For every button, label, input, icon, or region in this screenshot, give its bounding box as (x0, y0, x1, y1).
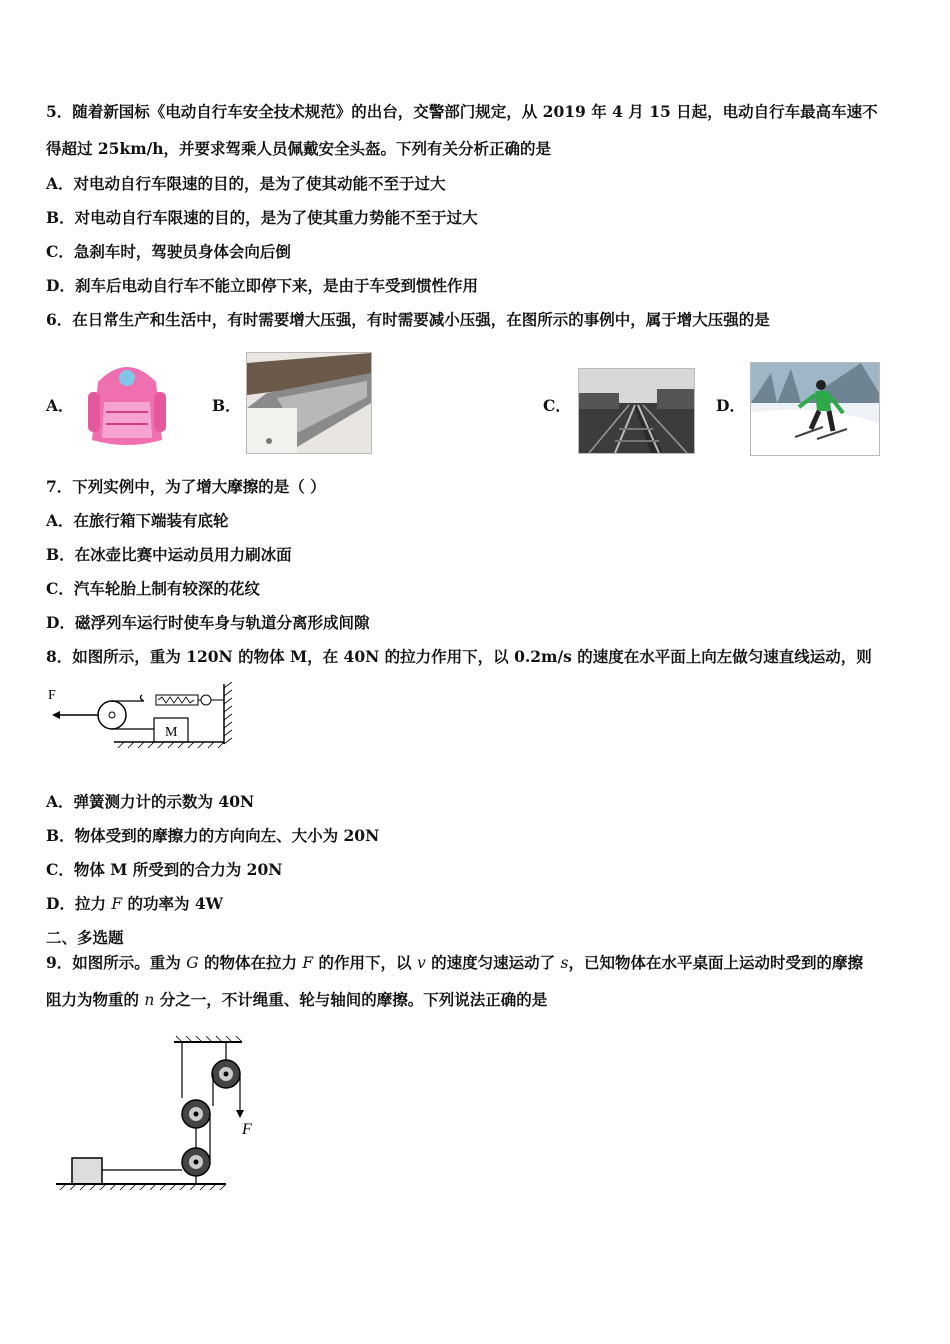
q8-option-c: C．物体 M 所受到的合力为 20N (46, 860, 283, 879)
section-multi-choice-title: 二、多选题 (46, 928, 124, 947)
q8-option-d-post: 的功率为 4W (122, 894, 224, 913)
q8-option-d-pre: D．拉力 (46, 894, 112, 913)
q9-diagram (56, 1036, 266, 1196)
q9-s4: 的速度匀速运动了 (425, 953, 561, 972)
q7-option-c: C．汽车轮胎上制有较深的花纹 (46, 579, 260, 598)
q9-v4: s (560, 954, 569, 972)
q5-option-d: D．刹车后电动自行车不能立即停下来，是由于车受到惯性作用 (46, 276, 478, 295)
q9-l2a: 阻力为物重的 (46, 990, 145, 1009)
q9-l2b: 分之一，不计绳重、轮与轴间的摩擦。下列说法正确的是 (154, 990, 548, 1009)
q9-stem-line1 (46, 953, 863, 973)
q8-stem: 8．如图所示，重为 120N 的物体 M，在 40N 的拉力作用下，以 0.2m/s 的速度在水平面上向左做匀速直线运动，则 (46, 647, 872, 666)
q5-option-c: C．急刹车时，驾驶员身体会向后倒 (46, 242, 291, 261)
q8-diagram-force-label: F (48, 688, 56, 703)
q9-s3: 的作用下，以 (313, 953, 417, 972)
q9-s1: 9．如图所示。重为 (46, 953, 187, 972)
q6-label-c: C． (543, 396, 571, 415)
q9-s5: ，已知物体在水平桌面上运动时受到的摩擦 (568, 953, 863, 972)
q8-option-b: B．物体受到的摩擦力的方向向左、大小为 20N (46, 826, 380, 845)
q9-stem-line2 (46, 990, 547, 1010)
q8-option-a: A．弹簧测力计的示数为 40N (46, 792, 255, 811)
q6-label-b: B． (212, 396, 241, 415)
q8-diagram-mass-label: M (165, 725, 178, 740)
q7-option-b: B．在冰壶比赛中运动员用力刷冰面 (46, 545, 292, 564)
q7-option-a: A．在旅行箱下端装有底轮 (46, 511, 229, 530)
q9-v2: F (302, 954, 314, 972)
q7-stem: 7．下列实例中，为了增大摩擦的是（ ） (46, 477, 326, 496)
q6-stem: 6．在日常生产和生活中，有时需要增大压强，有时需要减小压强，在图所示的事例中，属于增大压强的是 (46, 310, 770, 329)
q8-option-d (46, 894, 223, 914)
q9-v1: G (186, 954, 199, 972)
q9-v3: v (416, 954, 426, 972)
q8-diagram (44, 682, 244, 752)
q6-image-backpack (80, 352, 174, 452)
q5-option-a: A．对电动自行车限速的目的，是为了使其动能不至于过大 (46, 174, 446, 193)
q8-option-d-var: F (111, 895, 123, 913)
q5-option-b: B．对电动自行车限速的目的，是为了使其重力势能不至于过大 (46, 208, 478, 227)
q7-option-d: D．磁浮列车运行时使车身与轨道分离形成间隙 (46, 613, 370, 632)
q5-stem-line2: 得超过 25km/h，并要求驾乘人员佩戴安全头盔。下列有关分析正确的是 (46, 139, 552, 158)
q9-s2: 的物体在拉力 (198, 953, 303, 972)
q6-label-d: D． (716, 396, 745, 415)
q6-image-railway (578, 368, 695, 454)
q6-image-knife (246, 352, 372, 454)
q6-image-skier (750, 362, 880, 456)
q6-label-a: A． (46, 396, 74, 415)
q9-v5: n (144, 991, 155, 1009)
q5-stem-line1: 5．随着新国标《电动自行车安全技术规范》的出台，交警部门规定，从 2019 年 4 月 15 日起，电动自行车最高车速不 (46, 102, 878, 121)
q9-diagram-force-label: F (242, 1121, 252, 1138)
